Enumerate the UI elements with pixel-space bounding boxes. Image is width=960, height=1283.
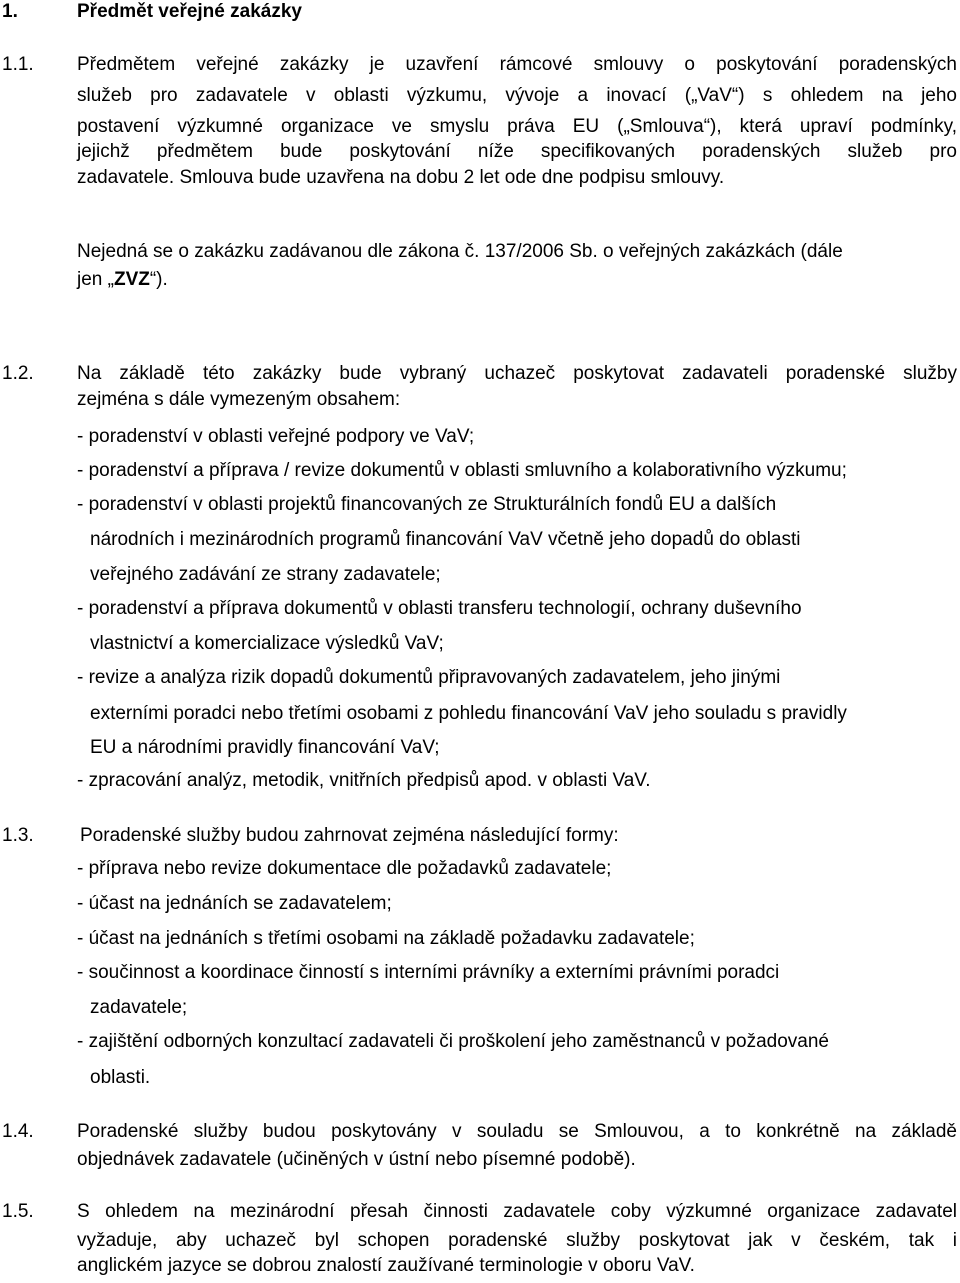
paragraph-line: anglickém jazyce se dobrou znalostí zaužívané terminologie v oboru VaV.: [77, 1255, 695, 1276]
heading-number: 1.: [2, 1, 18, 22]
paragraph-line: objednávek zadavatele (učiněných v ústní nebo písemné podobě).: [77, 1149, 636, 1170]
list-item: - poradenství v oblasti projektů financovaných ze Strukturálních fondů EU a dalších: [77, 494, 777, 515]
section-number: 1.5.: [2, 1201, 34, 1222]
paragraph-line: Na základě této zakázky bude vybraný uchazeč poskytovat zadavateli poradenské služby: [77, 363, 957, 384]
list-item: - poradenství v oblasti veřejné podpory ve VaV;: [77, 426, 475, 447]
list-item: - revize a analýza rizik dopadů dokumentů připravovaných zadavatelem, jeho jinými: [77, 667, 781, 688]
paragraph-line: zadavatele. Smlouva bude uzavřena na dobu 2 let ode dne podpisu smlouvy.: [77, 167, 725, 188]
note-text: jen „: [77, 269, 114, 290]
list-item-continuation: EU a národními pravidly financování VaV;: [90, 737, 440, 758]
section-number: 1.4.: [2, 1121, 34, 1142]
paragraph-line: vyžaduje, aby uchazeč byl schopen poradenské služby poskytovat jak v českém, tak i: [77, 1230, 957, 1251]
list-item-continuation: oblasti.: [90, 1067, 151, 1088]
list-item: - příprava nebo revize dokumentace dle požadavků zadavatele;: [77, 858, 612, 879]
note-end: “).: [149, 269, 168, 290]
note-line-last: [77, 268, 168, 292]
list-item: - účast na jednáních se zadavatelem;: [77, 893, 392, 914]
list-item: - účast na jednáních s třetími osobami na základě požadavku zadavatele;: [77, 928, 695, 949]
list-item-continuation: veřejného zadávání ze strany zadavatele;: [90, 564, 441, 585]
list-item-continuation: národních i mezinárodních programů financování VaV včetně jeho dopadů do oblasti: [90, 529, 801, 550]
zvz-abbreviation: ZVZ: [113, 269, 150, 290]
section-number: 1.2.: [2, 363, 34, 384]
list-item-continuation: vlastnictví a komercializace výsledků VaV;: [90, 633, 444, 654]
paragraph-line: Předmětem veřejné zakázky je uzavření rámcové smlouvy o poskytování poradenských: [77, 54, 957, 75]
paragraph-line: zejména s dále vymezeným obsahem:: [77, 389, 401, 410]
list-item: - poradenství a příprava / revize dokumentů v oblasti smluvního a kolaborativního výzkumu;: [77, 460, 847, 481]
section-number: 1.1.: [2, 54, 34, 75]
list-item-continuation: externími poradci nebo třetími osobami z pohledu financování VaV jeho souladu s pravidly: [90, 703, 847, 724]
list-item: - součinnost a koordinace činností s interními právníky a externími právními poradci: [77, 962, 780, 983]
paragraph-line: S ohledem na mezinárodní přesah činnosti zadavatele coby výzkumné organizace zadavatel: [77, 1201, 957, 1222]
list-item: - zpracování analýz, metodik, vnitřních předpisů apod. v oblasti VaV.: [77, 770, 651, 791]
page-title: Předmět veřejné zakázky: [77, 1, 302, 22]
paragraph-line: postavení výzkumné organizace ve smyslu práva EU („Smlouva“), která upraví podmínky,: [77, 116, 957, 137]
paragraph-line: jejichž předmětem bude poskytování níže specifikovaných poradenských služeb pro: [77, 141, 957, 162]
paragraph-line: Poradenské služby budou zahrnovat zejména následující formy:: [80, 825, 619, 846]
list-item: - zajištění odborných konzultací zadavateli či proškolení jeho zaměstnanců v požadované: [77, 1031, 829, 1052]
list-item: - poradenství a příprava dokumentů v oblasti transferu technologií, ochrany duševního: [77, 598, 802, 619]
paragraph-line: služeb pro zadavatele v oblasti výzkumu, vývoje a inovací („VaV“) s ohledem na jeho: [77, 85, 957, 106]
list-item-continuation: zadavatele;: [90, 997, 188, 1018]
paragraph-line: Poradenské služby budou poskytovány v souladu se Smlouvou, a to konkrétně na základě: [77, 1121, 957, 1142]
section-number: 1.3.: [2, 825, 34, 846]
note-line: Nejedná se o zakázku zadávanou dle zákona č. 137/2006 Sb. o veřejných zakázkách (dále: [77, 241, 843, 262]
